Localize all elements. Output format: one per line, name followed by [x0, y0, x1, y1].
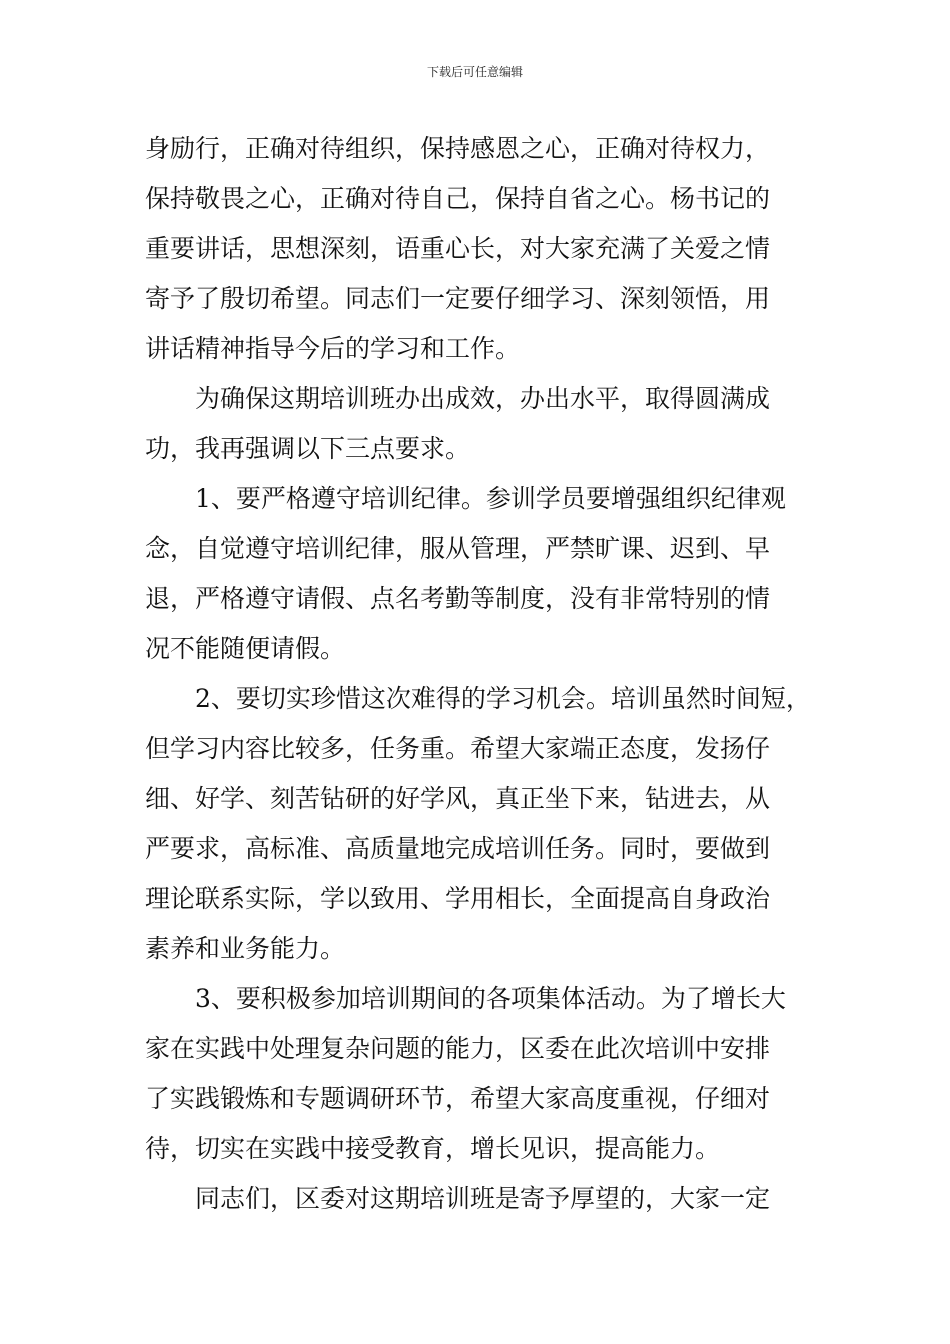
text-line: 保持敬畏之心，正确对待自己，保持自省之心。杨书记的 [145, 184, 771, 213]
requirement-2-first-line: 2、要切实珍惜这次难得的学习机会。培训虽然时间短， [195, 684, 811, 713]
text-line: 寄予了殷切希望。同志们一定要仔细学习、深刻领悟，用 [145, 284, 771, 313]
paragraph-first-line: 为确保这期培训班办出成效，办出水平，取得圆满成 [195, 384, 771, 413]
paragraph-first-line: 同志们，区委对这期培训班是寄予厚望的，大家一定 [195, 1184, 771, 1213]
text-line: 严要求，高标准、高质量地完成培训任务。同时，要做到 [145, 834, 771, 863]
document-body [145, 124, 825, 1224]
text-line: 身励行，正确对待组织，保持感恩之心，正确对待权力， [145, 134, 771, 163]
text-line: 但学习内容比较多，任务重。希望大家端正态度，发扬仔 [145, 734, 771, 763]
text-line: 念，自觉遵守培训纪律，服从管理，严禁旷课、迟到、早 [145, 534, 771, 563]
text-line: 况不能随便请假。 [145, 634, 346, 663]
text-line: 素养和业务能力。 [145, 934, 346, 963]
text-line: 功，我再强调以下三点要求。 [145, 434, 471, 463]
text-line: 讲话精神指导今后的学习和工作。 [145, 334, 521, 363]
text-line: 待，切实在实践中接受教育，增长见识，提高能力。 [145, 1134, 721, 1163]
text-line: 理论联系实际，学以致用、学用相长，全面提高自身政治 [145, 884, 771, 913]
text-line: 家在实践中处理复杂问题的能力，区委在此次培训中安排 [145, 1034, 771, 1063]
requirement-3-first-line: 3、要积极参加培训期间的各项集体活动。为了增长大 [195, 984, 786, 1013]
text-line: 了实践锻炼和专题调研环节，希望大家高度重视，仔细对 [145, 1084, 771, 1113]
text-line: 重要讲话，思想深刻，语重心长，对大家充满了关爱之情 [145, 234, 771, 263]
text-line: 退，严格遵守请假、点名考勤等制度，没有非常特别的情 [145, 584, 771, 613]
page-header-note: 下载后可任意编辑 [426, 65, 523, 79]
text-line: 细、好学、刻苦钻研的好学风，真正坐下来，钻进去，从 [145, 784, 771, 813]
requirement-1-first-line: 1、要严格遵守培训纪律。参训学员要增强组织纪律观 [195, 484, 786, 513]
